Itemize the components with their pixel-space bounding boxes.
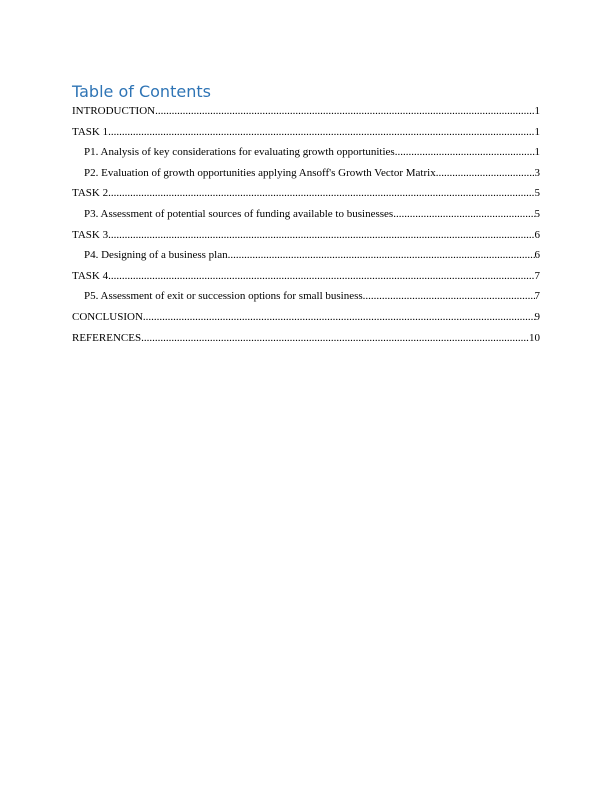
toc-entry-label: P5. Assessment of exit or succession options for small business	[84, 290, 363, 303]
toc-dot-leader	[108, 228, 534, 243]
toc-dot-leader	[393, 207, 534, 222]
toc-dot-leader	[108, 125, 534, 140]
toc-entry-task-3[interactable]	[72, 228, 540, 249]
toc-page-number: 7	[534, 269, 540, 282]
toc-entry-label: TASK 2	[72, 187, 109, 200]
toc-entry-p1[interactable]	[72, 145, 540, 166]
toc-entry-label: P3. Assessment of potential sources of funding available to businesses	[84, 207, 394, 220]
toc-entry-label: P4. Designing of a business plan	[84, 249, 228, 262]
toc-entry-introduction[interactable]	[72, 104, 540, 125]
toc-heading: Table of Contents	[72, 82, 211, 101]
toc-page-number: 9	[534, 310, 540, 323]
toc-entry-conclusion[interactable]	[72, 310, 540, 331]
toc-page-number: 10	[529, 331, 540, 344]
toc-entry-p4[interactable]	[72, 248, 540, 269]
toc-dot-leader	[436, 166, 535, 181]
toc-entry-p3[interactable]	[72, 207, 540, 228]
toc-entry-label: TASK 4	[72, 269, 109, 282]
toc-page-number: 5	[534, 187, 540, 200]
toc-entry-label: P2. Evaluation of growth opportunities applying Ansoff's Growth Vector Matrix	[84, 166, 436, 179]
toc-entry-task-4[interactable]	[72, 269, 540, 290]
toc-page-number: 1	[534, 105, 540, 117]
toc-entry-label: REFERENCES	[72, 331, 142, 344]
toc-page-number: 1	[534, 146, 540, 159]
toc-dot-leader	[155, 104, 534, 119]
toc-entry-label: INTRODUCTION	[72, 105, 156, 117]
toc-entry-label: CONCLUSION	[72, 310, 143, 323]
toc-entry-task-2[interactable]	[72, 186, 540, 207]
toc-entry-p5[interactable]	[72, 289, 540, 310]
toc-page-number: 1	[534, 125, 540, 138]
toc-page-number: 5	[534, 207, 540, 220]
toc-dot-leader	[143, 310, 535, 325]
toc-entry-label: P1. Analysis of key considerations for evaluating growth opportunities	[84, 146, 395, 159]
toc-page-number: 6	[534, 249, 540, 262]
toc-entry-task-1[interactable]	[72, 125, 540, 146]
toc-list	[72, 104, 540, 351]
toc-page-number: 3	[534, 166, 540, 179]
toc-entry-references[interactable]	[72, 331, 540, 352]
toc-entry-label: TASK 1	[72, 125, 109, 138]
toc-entry-label: TASK 3	[72, 228, 109, 241]
toc-dot-leader	[108, 186, 534, 201]
toc-dot-leader	[108, 269, 534, 284]
toc-page-number: 6	[534, 228, 540, 241]
toc-entry-p2[interactable]	[72, 166, 540, 187]
toc-dot-leader	[395, 145, 535, 160]
toc-dot-leader	[228, 248, 535, 263]
toc-dot-leader	[363, 289, 535, 304]
toc-page-number: 7	[534, 290, 540, 303]
toc-dot-leader	[141, 331, 529, 346]
